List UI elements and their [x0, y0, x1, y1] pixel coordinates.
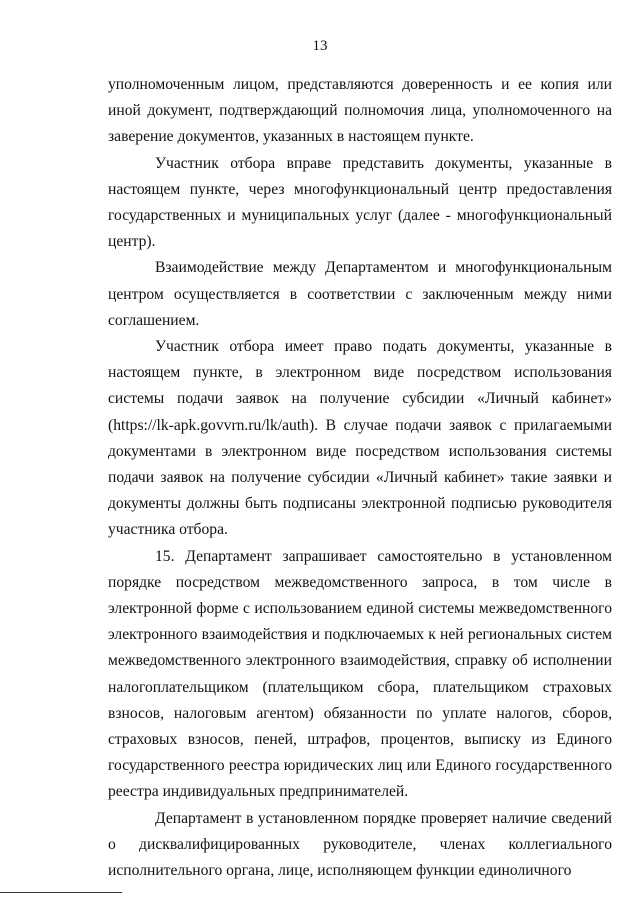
- paragraph-continuation: уполномоченным лицом, представляются доверенность и ее копия или иной документ, подтверждающий полномочия лица, уполномоченного на заверение документов, указанных в настоящем пункте.: [108, 76, 612, 146]
- paragraph-interaction-agreement: Взаимодействие между Департаментом и многофункциональным центром осуществляется в соответствии с заключенным между ними соглашением.: [108, 259, 612, 329]
- paragraph-disqualification-check: Департамент в установленном порядке проверяет наличие сведений о дисквалифицированных руководителе, членах коллегиального исполнительного органа, лице, исполняющем функции единоличного: [108, 809, 612, 880]
- paragraph-electronic-submission: Участник отбора имеет право подать документы, указанные в настоящем пункте, в электронном виде посредством использования системы подачи заявок на получение субсидии «Личный кабинет» (https://lk-apk.govvrn.ru/lk/auth). В случае подачи заявок с прилагаемыми документами в электронном виде посредством использования системы подачи заявок на получение субсидии «Личный кабинет» такие заявки и документы должны быть подписаны электронной подписью руководителя участника отбора.: [108, 338, 612, 539]
- document-body: [108, 72, 612, 884]
- paragraph-item-15: 15. Департамент запрашивает самостоятельно в установленном порядке посредством межведомственного запроса, в том числе в электронной форме с использованием единой системы межведомственного электронного взаимодействия и подключаемых к ней региональных систем межведомственного электронного взаимодействия, справку об исполнении налогоплательщиком (плательщиком сбора, плательщиком страховых взносов, налоговым агентом) обязанности по уплате налогов, сборов, страховых взносов, пеней, штрафов, процентов, выписку из Единого государственного реестра юридических лиц или Единого государственного реестра индивидуальных предпринимателей.: [108, 547, 612, 801]
- page-number: 13: [312, 38, 328, 54]
- footnote-divider: [0, 892, 122, 893]
- paragraph-mfc-submission: Участник отбора вправе представить документы, указанные в настоящем пункте, через многофункциональный центр предоставления государственных и муниципальных услуг (далее - многофункциональный центр).: [108, 154, 612, 251]
